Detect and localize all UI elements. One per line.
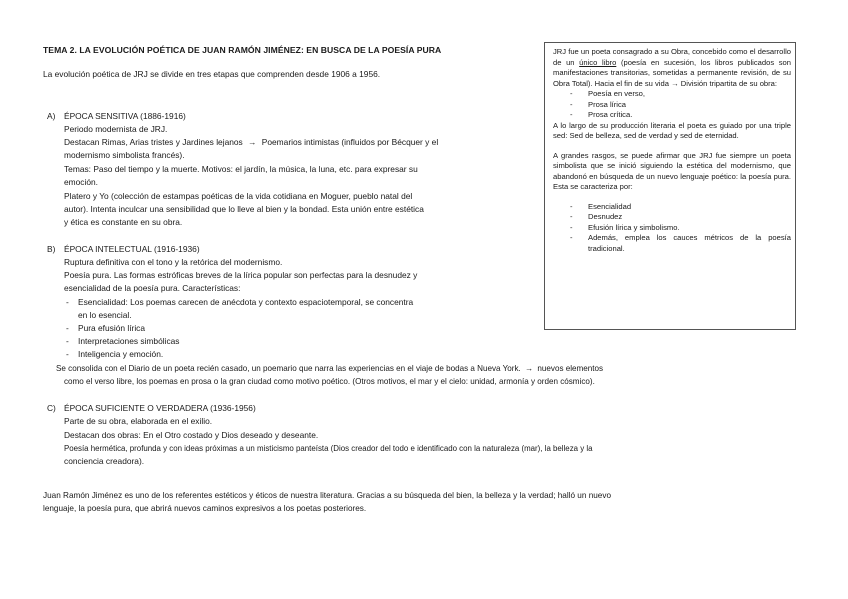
section-a-line: y ética es constante en su obra. [64, 217, 183, 227]
section-b-title: ÉPOCA INTELECTUAL (1916-1936) [64, 244, 200, 254]
box-list-2 [553, 202, 791, 255]
section-b-line [56, 363, 603, 374]
section-a-line: Periodo modernista de JRJ. [64, 124, 168, 134]
section-c-line: conciencia creadora). [64, 456, 145, 466]
section-b-line: como el verso libre, los poemas en prosa o la gran ciudad como motivo poético. (Otros motivos, el mar y el cielo: unidad, armonía y orden cósmico). [64, 377, 595, 386]
list-item: - Poesía en verso, [570, 89, 645, 98]
arrow-icon: → [525, 364, 534, 373]
list-item: - Efusión lírica y simbolismo. [570, 222, 680, 232]
arrow-icon: → [671, 78, 679, 88]
section-b-line: Poesía pura. Las formas estróficas breves de la lírica popular son perfectas para la desnudez y [64, 270, 418, 280]
list-item: - Prosa crítica. [570, 110, 633, 119]
section-c-marker: C) [47, 403, 56, 413]
section-b-marker: B) [47, 244, 56, 254]
list-item: - Desnudez [570, 212, 623, 221]
section-b-new-elements: nuevos elementos [537, 364, 604, 373]
section-c-title: ÉPOCA SUFICIENTE O VERDADERA (1936-1956) [64, 403, 256, 413]
box-paragraph-2: A lo largo de su producción literaria el poeta es guiado por una triple sed: Sed de belleza, sed de verdad y sed de eternidad. [553, 120, 791, 140]
section-a-title: ÉPOCA SENSITIVA (1886-1916) [64, 111, 186, 121]
bullet-dash: - [66, 297, 69, 307]
section-c-line: Poesía hermética, profunda y con ideas próximas a un misticismo panteísta (Dios creador del todo e identificado con la naturaleza (mar), la belleza y la [64, 444, 593, 453]
box-paragraph-1: JRJ fue un poeta consagrado a su Obra, concebido como el desarrollo de un único libro (poesía en sucesión, los libros publicados son manifestaciones transitorias, sometidas a permanente revisión, de su Obra Total). Hacia el fin de su vida → División tripartita de su obra: [553, 47, 791, 88]
list-item: - Pura efusión lírica [66, 323, 146, 333]
bullet-dash: - [66, 323, 69, 333]
box-paragraph-3: A grandes rasgos, se puede afirmar que JRJ fue siempre un poeta simbolista que se inició siguiendo la estética del modernismo, que abandonó en búsqueda de un nuevo lenguaje poético: la poesía pura. Esta se caracteriza por: [553, 150, 791, 191]
section-a-line [64, 137, 438, 148]
section-a-line: modernismo simbolista francés). [64, 150, 185, 160]
section-a-works-desc: Poemarios intimistas (influidos por Bécquer y el [261, 137, 439, 147]
intro-paragraph: La evolución poética de JRJ se divide en tres etapas que comprenden desde 1906 a 1956. [43, 69, 381, 79]
arrow-icon: → [248, 137, 257, 147]
page-title: TEMA 2. LA EVOLUCIÓN POÉTICA DE JUAN RAMÓN JIMÉNEZ: EN BUSCA DE LA POESÍA PURA [43, 45, 442, 55]
section-a-works: Destacan Rimas, Arias tristes y Jardines lejanos [64, 137, 243, 147]
list-item: en lo esencial. [78, 310, 132, 320]
section-b-diary: Se consolida con el Diario de un poeta recién casado, un poemario que narra las experiencias en el viaje de bodas a Nueva York. [56, 364, 521, 373]
section-a-marker: A) [47, 111, 56, 121]
list-item: - Inteligencia y emoción. [66, 349, 164, 359]
list-item: - Esencialidad [570, 201, 632, 211]
section-b-line: esencialidad de la poesía pura. Características: [64, 283, 241, 293]
section-b-line: Ruptura definitiva con el tono y la retórica del modernismo. [64, 257, 283, 267]
section-a-line: Platero y Yo (colección de estampas poéticas de la vida cotidiana en Moguer, pueblo natal del [64, 191, 413, 201]
list-item: - Interpretaciones simbólicas [66, 336, 180, 346]
list-item: - Prosa lírica [570, 99, 626, 109]
section-a-line: Temas: Paso del tiempo y la muerte. Motivos: el jardín, la música, la luna, etc. para expresar su [64, 164, 418, 174]
box-list-1 [553, 89, 791, 121]
section-c-line: Destacan dos obras: En el Otro costado y Dios deseado y deseante. [64, 430, 319, 440]
conclusion-line: lenguaje, la poesía pura, que abrirá nuevos caminos expresivos a los poetas posteriores. [43, 504, 367, 513]
list-item: - Además, emplea los cauces métricos de la poesía tradicional. [570, 233, 791, 253]
bullet-dash: - [66, 349, 69, 359]
summary-box [544, 42, 796, 330]
section-a-line: autor). Intenta inculcar una sensibilidad que lo lleve al bien y la bondad. Esta unión entre estética [64, 204, 424, 214]
conclusion-line: Juan Ramón Jiménez es uno de los referentes estéticos y éticos de nuestra literatura. Gracias a su búsqueda del bien, la belleza y la verdad; halló un nuevo [43, 491, 611, 500]
list-item: - Esencialidad: Los poemas carecen de anécdota y contexto espaciotemporal, se concentra [66, 297, 414, 307]
unique-book-underlined: único libro [579, 57, 617, 67]
bullet-dash: - [66, 336, 69, 346]
section-a-line: emoción. [64, 177, 98, 187]
section-c-line: Parte de su obra, elaborada en el exilio. [64, 416, 213, 426]
